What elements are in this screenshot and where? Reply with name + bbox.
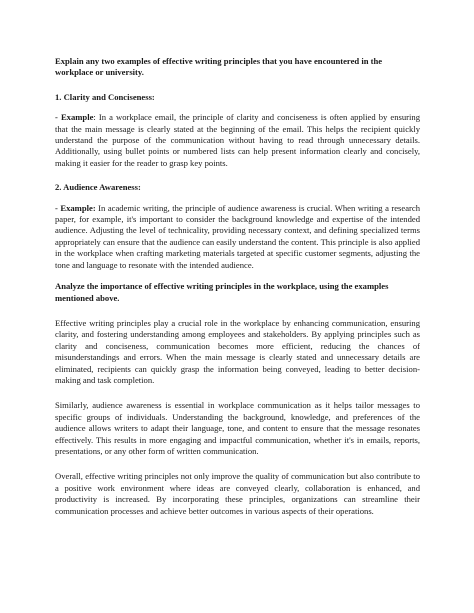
document-body — [55, 56, 420, 517]
body-paragraph: Overall, effective writing principles not only improve the quality of communication but also contribute to a positive work environment where ideas are conveyed clearly, collaboration is enhanced, and productivity is increased. By incorporating these principles, organizations can streamline their communication processes and achieve better outcomes in various aspects of their operations. — [55, 471, 420, 516]
body-paragraph: Similarly, audience awareness is essential in workplace communication as it helps tailor messages to specific groups of individuals. Understanding the background, knowledge, and preferences of the audience allows writers to adapt their language, tone, and content to ensure that the message resonates effectively. This results in more engaging and impactful communication, whether it's in emails, reports, presentations, or any other form of written communication. — [55, 400, 420, 456]
example-lead-label: - Example: — [55, 202, 96, 213]
section-paragraph-audience — [55, 203, 420, 271]
section-heading-clarity: 1. Clarity and Conciseness: — [55, 91, 155, 102]
question-1: Explain any two examples of effective writing principles that you have encountered in the workplace or university. — [55, 56, 383, 78]
section-heading-audience: 2. Audience Awareness: — [55, 182, 141, 193]
question-2: Analyze the importance of effective writing principles in the workplace, using the examples mentioned above. — [55, 281, 389, 303]
section-paragraph-clarity — [55, 112, 420, 169]
example-text: In academic writing, the principle of audience awareness is crucial. When writing a research paper, for example, it's important to consider the background knowledge and expertise of the intended audience. Adjusting the level of technicality, providing necessary context, and defining specialized terms appropriately can ensure that the audience can easily understand the content. This principle is also applied in the workplace when crafting marketing materials targeted at specific customer segments, adjusting the tone and language to resonate with the intended audience. — [55, 202, 420, 270]
body-paragraph: Effective writing principles play a crucial role in the workplace by enhancing communication, ensuring clarity, and fostering understanding among employees and stakeholders. By applying principles such as clarity and conciseness, communication becomes more efficient, reducing the chances of misunderstandings and errors. When the main message is clearly stated and unnecessary details are eliminated, recipients can quickly grasp the information being conveyed, leading to better decision-making and task completion. — [55, 317, 420, 385]
example-text: : In a workplace email, the principle of clarity and conciseness is often applied by ensuring that the main message is clearly stated at the beginning of the email. This helps the recipient quickly understand the purpose of the communication without having to read through unnecessary details. Additionally, using bullet points or numbered lists can help present information clearly and concisely, making it easier for the reader to grasp key points. — [55, 112, 420, 168]
example-lead-label: - Example — [55, 112, 94, 123]
